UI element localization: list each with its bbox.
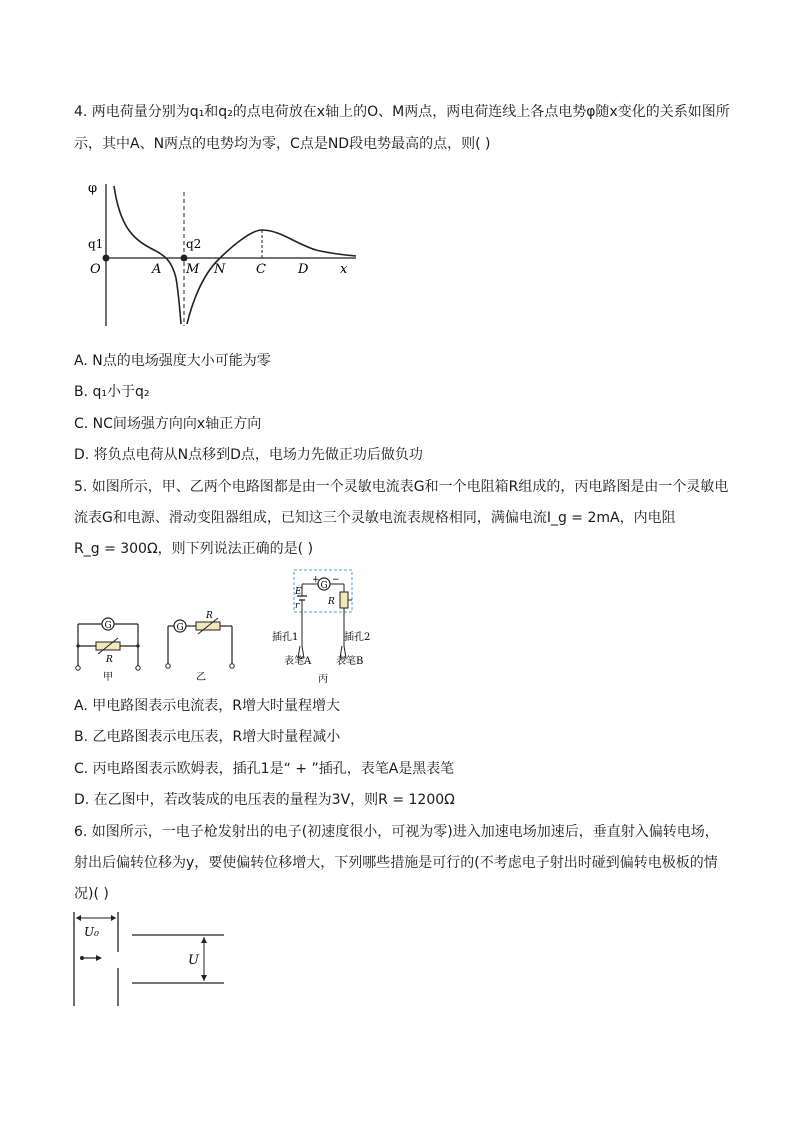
- bing-hole2-label: 插孔2: [344, 632, 371, 643]
- bing-plus-label: +: [312, 575, 320, 585]
- q5-stem-line1: 5. 如图所示，甲、乙两个电路图都是由一个灵敏电流表G和一个电阻箱R组成的，丙电路图是由一个灵敏电: [74, 479, 729, 495]
- bing-R-label: R: [328, 597, 335, 607]
- q2-label: q2: [186, 237, 202, 251]
- C-label: C: [256, 262, 266, 277]
- yi-R-label: R: [206, 611, 213, 621]
- jia-G-label: G: [104, 621, 112, 631]
- q5-option-d: D. 在乙图中，若改装成的电压表的量程为3V，则R = 1200Ω: [74, 792, 455, 808]
- q5-option-c: C. 丙电路图表示欧姆表，插孔1是“ + ”插孔，表笔A是黑表笔: [74, 761, 455, 777]
- bing-minus-label: −: [332, 575, 340, 585]
- yi-G-label: G: [176, 623, 184, 633]
- q4-option-a: A. N点的电场强度大小可能为零: [74, 353, 271, 369]
- x-label: x: [340, 262, 348, 277]
- q6-stem-line3: 况)( ): [74, 886, 109, 902]
- bing-caption: 丙: [318, 674, 328, 685]
- q6-stem-line2: 射出后偏转位移为y，要使偏转位移增大，下列哪些措施是可行的(不考虑电子射出时碰到偏转电极板的情: [74, 855, 718, 871]
- q5-circuit-yi: [160, 606, 244, 682]
- q6-deflection-diagram: [70, 908, 230, 1012]
- yi-caption: 乙: [196, 672, 206, 682]
- N-label: N: [214, 262, 226, 277]
- bing-r-label: r: [295, 601, 300, 611]
- O-label: O: [90, 262, 101, 277]
- M-label: M: [186, 262, 200, 277]
- q5-circuit-bing: [270, 566, 382, 688]
- bing-hole1-label: 插孔1: [272, 632, 299, 643]
- q5-stem-line2: 流表G和电源、滑动变阻器组成，已知这三个灵敏电流表规格相同，满偏电流I_g = 2mA，内电阻: [74, 510, 676, 526]
- q1-label: q1: [88, 237, 104, 251]
- jia-caption: 甲: [103, 672, 113, 682]
- bing-G-label: G: [320, 581, 328, 591]
- U-label: U: [188, 953, 199, 968]
- U0-label: U₀: [84, 925, 99, 939]
- q5-stem-line3: R_g = 300Ω，则下列说法正确的是( ): [74, 541, 314, 557]
- q4-option-c: C. NC间场强方向向x轴正方向: [74, 416, 262, 432]
- A-label: A: [152, 262, 162, 277]
- q4-potential-graph: [84, 178, 364, 332]
- q5-circuit-jia: [72, 606, 148, 682]
- phi-label: φ: [88, 181, 98, 196]
- q6-stem-line1: 6. 如图所示，一电子枪发射出的电子(初速度很小，可视为零)进入加速电场加速后，垂直射入偏转电场，: [74, 824, 719, 840]
- bing-penB-label: 表笔B: [336, 656, 364, 667]
- q4-option-d: D. 将负点电荷从N点移到D点，电场力先做正功后做负功: [74, 447, 423, 463]
- q4-stem-line1: 4. 两电荷量分别为q₁和q₂的点电荷放在x轴上的O、M两点，两电荷连线上各点电势φ随x变化的关系如图所: [74, 104, 730, 120]
- bing-E-label: E: [295, 587, 302, 597]
- q5-option-a: A. 甲电路图表示电流表，R增大时量程增大: [74, 698, 340, 714]
- D-label: D: [298, 262, 309, 277]
- bing-penA-label: 表笔A: [284, 656, 312, 667]
- jia-R-label: R: [106, 655, 113, 665]
- q4-stem-line2: 示，其中A、N两点的电势均为零，C点是ND段电势最高的点，则( ): [74, 136, 491, 152]
- q5-option-b: B. 乙电路图表示电压表，R增大时量程减小: [74, 729, 341, 745]
- q4-option-b: B. q₁小于q₂: [74, 384, 150, 400]
